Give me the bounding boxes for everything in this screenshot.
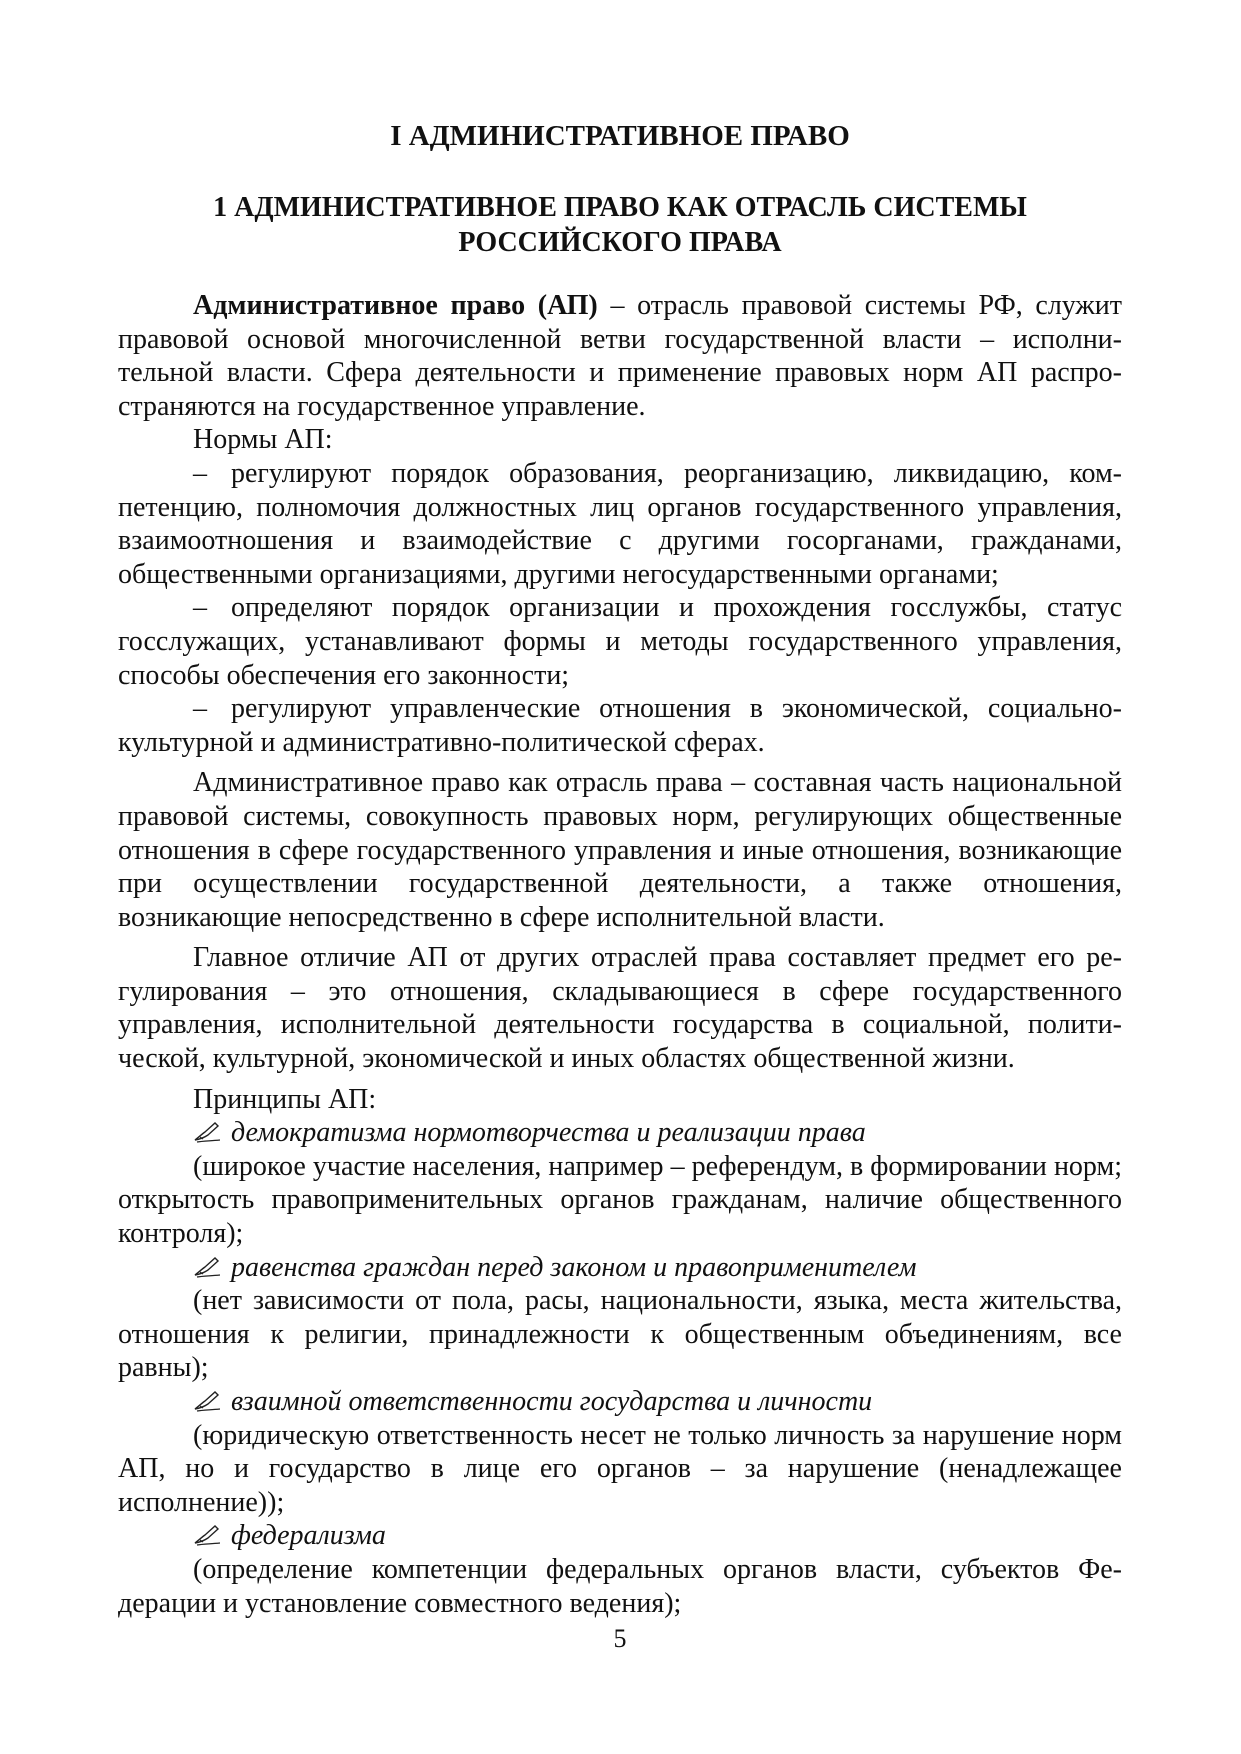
- dash-marker: –: [193, 457, 207, 489]
- norms-list-item: [118, 692, 1122, 759]
- chapter-title: [118, 190, 1122, 260]
- principle-title-text: взаимной ответственности государства и личности: [231, 1386, 873, 1417]
- norms-list-item: [118, 457, 1122, 591]
- dash-marker: –: [193, 693, 207, 725]
- norms-list-item: [118, 591, 1122, 692]
- norms-list-item-text: определяют порядок организации и прохождения госслужбы, статус госслужащих, устанавливают формы и методы государственного управления, способы обеспечения его законности;: [118, 592, 1122, 691]
- writing-hand-icon: [193, 1523, 223, 1547]
- intro-term: Административное право (АП): [193, 290, 598, 321]
- chapter-title-line-1: 1 АДМИНИСТРАТИВНОЕ ПРАВО КАК ОТРАСЛЬ СИСТЕМЫ: [213, 192, 1027, 223]
- intro-paragraph: [118, 289, 1122, 423]
- principle-title-text: федерализма: [231, 1520, 386, 1552]
- principle-title: [118, 1519, 1122, 1553]
- intro-definition: – отрасль правовой системы РФ, служит правовой основой многочисленной ветви государственной власти – исполнительной власти. Сфера деятельности и применение правовых норм АП распространяются на государственное управление.: [118, 290, 1122, 422]
- norms-list-item-text: регулируют порядок образования, реорганизацию, ликвидацию, компетенцию, полномочия должностных лиц органов государственного управления, взаимоотношения и взаимодействие с другими госорганами, гражданами, общественными организациями, другими негосударственными органами;: [118, 457, 1122, 590]
- principle-explanation: (широкое участие населения, например – референдум, в формировании норм; открытость правоприменительных органов гражданам, наличие общественного контроля);: [118, 1150, 1122, 1250]
- document-page: [118, 0, 1122, 1754]
- chapter-title-line-2: РОССИЙСКОГО ПРАВА: [458, 227, 782, 258]
- writing-hand-icon: [193, 1255, 223, 1279]
- principle-explanation: (юридическую ответственность несет не только личность за нарушение норм АП, но и государство в лице его органов – за нарушение (ненадлежащее исполнение));: [118, 1419, 1122, 1518]
- norms-list-item-text: регулируют управленческие отношения в экономической, социально-культурной и административно-политической сферах.: [118, 693, 1122, 758]
- part-title: I АДМИНИСТРАТИВНОЕ ПРАВО: [390, 120, 850, 152]
- principle-explanation: (определение компетенции федеральных органов власти, субъектов Федерации и установление совместного ведения);: [118, 1553, 1122, 1619]
- principle-title-text: демократизма нормотворчества и реализации права: [231, 1117, 866, 1149]
- page-number: 5: [613, 1624, 627, 1653]
- writing-hand-icon: [193, 1389, 223, 1413]
- principle-title: [118, 1385, 1122, 1419]
- writing-hand-icon: [193, 1120, 223, 1144]
- document-body: [118, 289, 1122, 1620]
- dash-marker: –: [193, 592, 207, 624]
- body-paragraph: Главное отличие АП от других отраслей права составляет предмет его регулирования – это отношения, складывающиеся в сфере государственного управления, исполнительной деятельности государства в социальной, политической, культурной, экономической и иных областях общественной жизни.: [118, 942, 1122, 1075]
- principles-heading: Принципы АП:: [193, 1083, 377, 1115]
- principle-explanation: (нет зависимости от пола, расы, национальности, языка, места жительства, отношения к религии, принадлежности к общественным объединениям, все равны);: [118, 1285, 1122, 1384]
- principle-title: [118, 1251, 1122, 1285]
- norms-heading: Нормы АП:: [193, 424, 333, 456]
- principle-title-text: равенства граждан перед законом и правоприменителем: [231, 1251, 917, 1283]
- body-paragraph: Административное право как отрасль права – составная часть национальной правовой системы, совокупность правовых норм, регулирующих общественные отношения в сфере государственного управления и иные отношения, возникающие при осуществлении государственной деятельности, а также отношения, возникающие непосредственно в сфере исполнительной власти.: [118, 767, 1122, 933]
- principle-title: [118, 1116, 1122, 1150]
